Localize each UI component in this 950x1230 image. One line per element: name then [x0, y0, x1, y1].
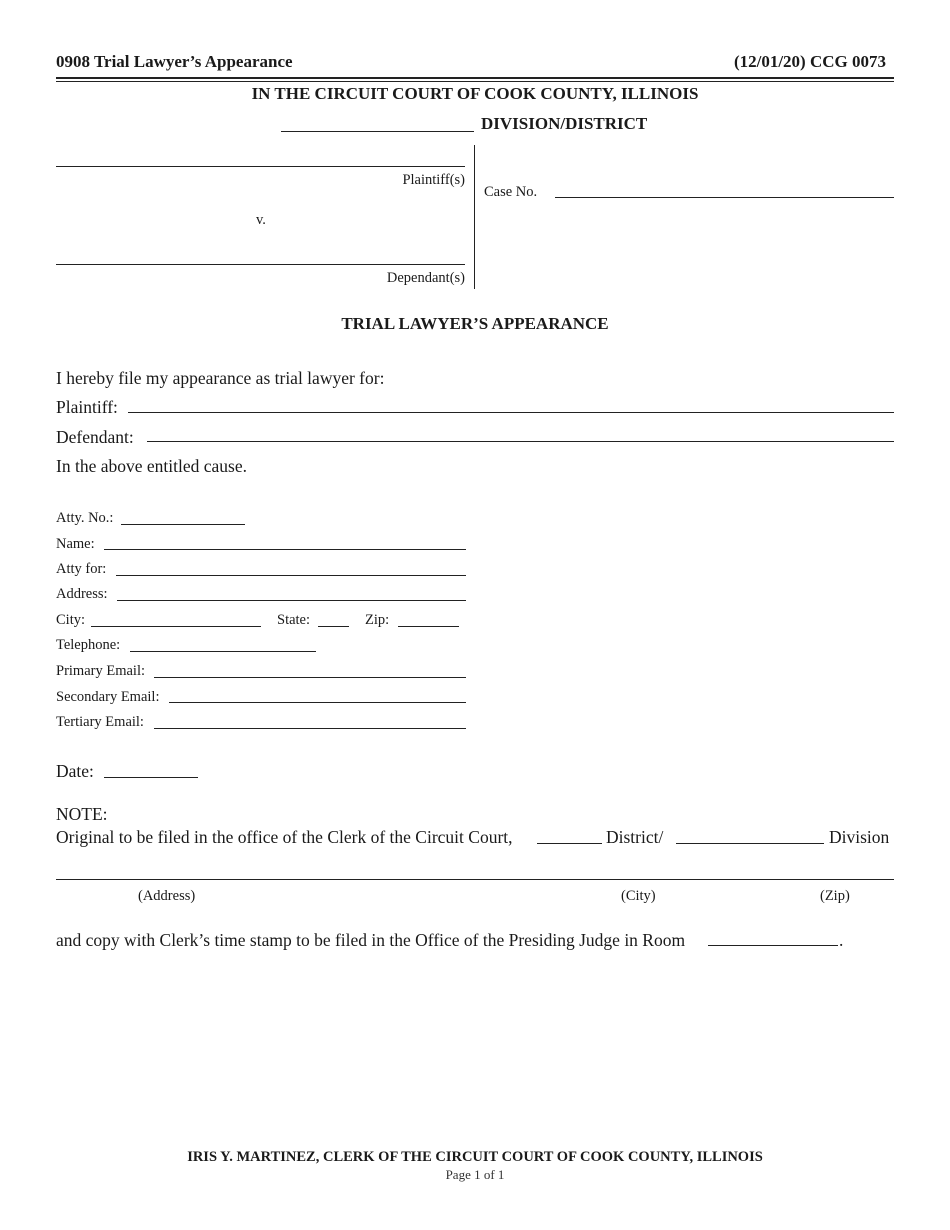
address-label: Address:	[56, 586, 108, 602]
division-field[interactable]	[281, 131, 474, 132]
atty-no-field[interactable]	[121, 524, 245, 525]
atty-for-label: Atty for:	[56, 561, 107, 577]
zip-field[interactable]	[398, 626, 459, 627]
tertiary-email-field[interactable]	[154, 728, 466, 729]
court-title: IN THE CIRCUIT COURT OF COOK COUNTY, ILLINOIS	[251, 84, 699, 103]
header-rule-top	[56, 77, 894, 79]
appearance-intro: I hereby file my appearance as trial lawyer for:	[56, 368, 385, 388]
plaintiff-caption-label: Plaintiff(s)	[402, 172, 465, 188]
tertiary-email-label: Tertiary Email:	[56, 714, 144, 730]
name-field[interactable]	[104, 549, 466, 550]
header-rule-bottom	[56, 81, 894, 82]
form-code: (12/01/20) CCG 0073	[733, 52, 886, 71]
versus-label: v.	[256, 212, 266, 228]
copy-end: .	[839, 930, 844, 950]
note-district-field[interactable]	[537, 843, 602, 844]
form-title: 0908 Trial Lawyer’s Appearance	[56, 52, 293, 71]
secondary-email-label: Secondary Email:	[56, 689, 160, 705]
zip-label: Zip:	[365, 612, 390, 628]
page-number: Page 1 of 1	[445, 1167, 505, 1182]
zip-caption: (Zip)	[820, 888, 850, 904]
city-caption: (City)	[621, 888, 656, 904]
room-field[interactable]	[708, 945, 838, 946]
case-no-label: Case No.	[484, 184, 538, 200]
address-field[interactable]	[117, 600, 466, 601]
cause-text: In the above entitled cause.	[56, 456, 247, 476]
city-field[interactable]	[91, 626, 261, 627]
atty-for-field[interactable]	[116, 575, 466, 576]
plaintiff-caption-field[interactable]	[56, 166, 465, 167]
name-label: Name:	[56, 536, 95, 552]
date-field[interactable]	[104, 777, 198, 778]
date-label: Date:	[56, 761, 94, 781]
note-division-field[interactable]	[676, 843, 824, 844]
caption-divider	[474, 145, 475, 289]
defendant-field[interactable]	[147, 441, 894, 442]
note-line-part3: Division	[829, 827, 890, 847]
note-line-part1: Original to be filed in the office of the Clerk of the Circuit Court,	[56, 827, 513, 847]
note-heading: NOTE:	[56, 804, 108, 824]
state-field[interactable]	[318, 626, 349, 627]
clerk-footer: IRIS Y. MARTINEZ, CLERK OF THE CIRCUIT COURT OF COOK COUNTY, ILLINOIS	[187, 1149, 763, 1165]
state-label: State:	[277, 612, 311, 628]
primary-email-label: Primary Email:	[56, 663, 145, 679]
city-label: City:	[56, 612, 86, 628]
form-heading: TRIAL LAWYER’S APPEARANCE	[341, 314, 609, 333]
note-line-part2: District/	[606, 827, 664, 847]
secondary-email-field[interactable]	[169, 702, 466, 703]
telephone-label: Telephone:	[56, 637, 121, 653]
division-label: DIVISION/DISTRICT	[481, 114, 648, 133]
defendant-caption-field[interactable]	[56, 264, 465, 265]
primary-email-field[interactable]	[154, 677, 466, 678]
defendant-label: Defendant:	[56, 427, 134, 447]
atty-no-label: Atty. No.:	[56, 510, 114, 526]
plaintiff-field[interactable]	[128, 412, 894, 413]
case-no-field[interactable]	[555, 197, 894, 198]
note-address-field[interactable]	[56, 879, 894, 880]
plaintiff-label: Plaintiff:	[56, 397, 118, 417]
defendant-caption-label: Dependant(s)	[386, 270, 465, 286]
telephone-field[interactable]	[130, 651, 316, 652]
address-caption: (Address)	[138, 888, 196, 904]
copy-text: and copy with Clerk’s time stamp to be filed in the Office of the Presiding Judge in Room	[56, 930, 686, 950]
